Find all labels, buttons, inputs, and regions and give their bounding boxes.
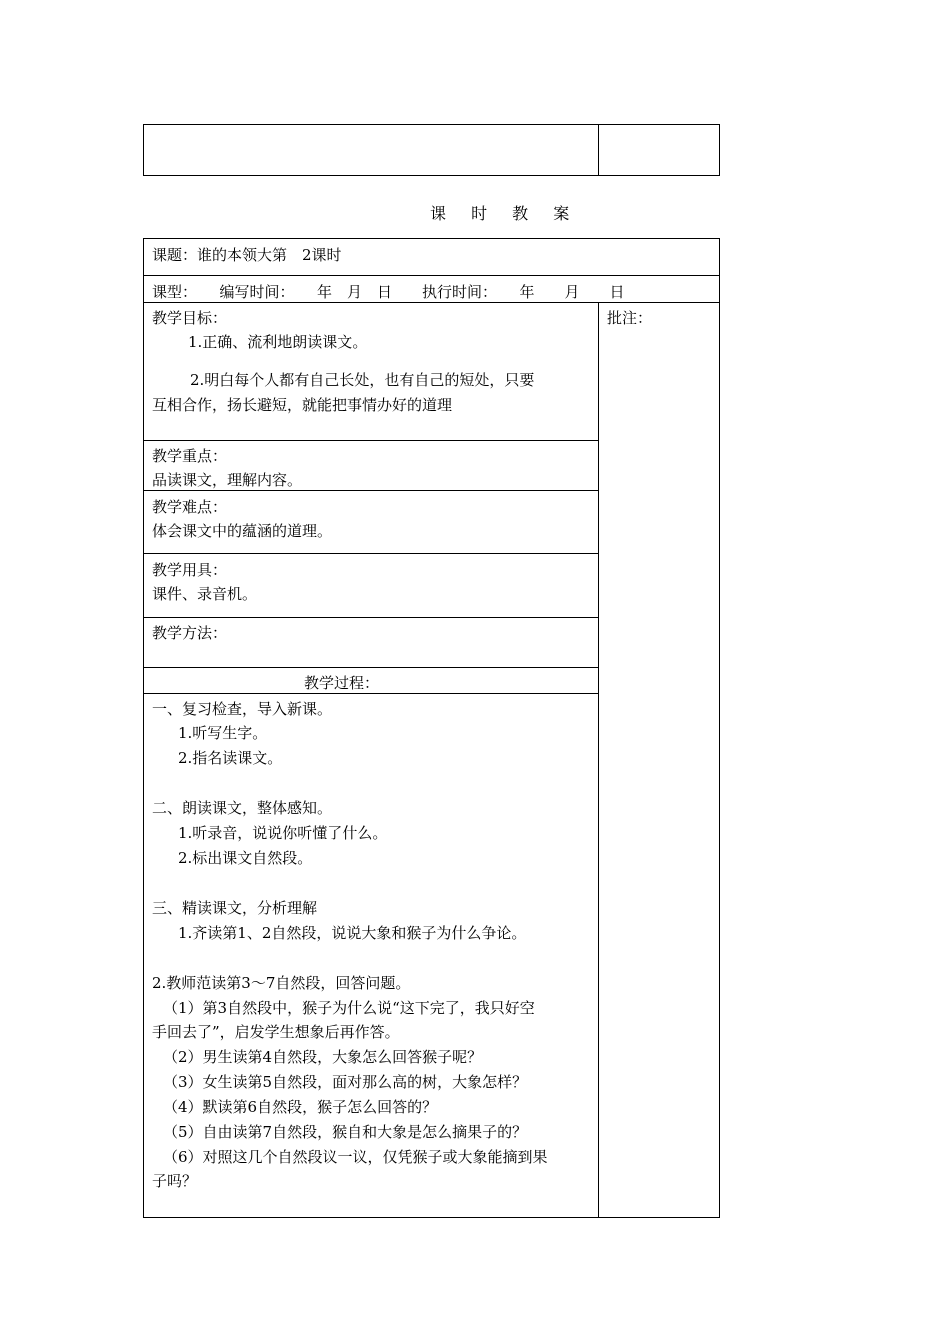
process-line: 2.指名读课文。 xyxy=(178,749,283,767)
process-line: （3）女生读第5自然段，面对那么高的树，大象怎样？ xyxy=(163,1073,528,1091)
key-points-content: 品读课文，理解内容。 xyxy=(152,471,303,489)
process-line: （4）默读第6自然段，猴子怎么回答的？ xyxy=(163,1098,438,1116)
lesson-type-row: 课型： 编写时间： 年 月 日 执行时间： 年 月 日 xyxy=(152,283,625,301)
row-divider xyxy=(143,553,599,554)
row-divider xyxy=(143,440,599,441)
row-divider xyxy=(143,490,599,491)
process-label: 教学过程： xyxy=(304,674,380,692)
process-line: 一、复习检查，导入新课。 xyxy=(152,700,333,718)
tools-label: 教学用具： xyxy=(152,561,228,579)
row-divider xyxy=(143,693,599,694)
process-line: 2.教师范读第3～7自然段，回答问题。 xyxy=(152,974,411,992)
process-line: 1.听录音，说说你听懂了什么。 xyxy=(178,824,388,842)
top-table xyxy=(143,124,720,176)
row-divider xyxy=(143,275,720,276)
topic-text: 课题：谁的本领大第 2课时 xyxy=(152,246,342,264)
objective-item-2-line1: 2.明白每个人都有自己长处，也有自己的短处，只要 xyxy=(190,371,535,389)
process-line: 1.听写生字。 xyxy=(178,724,268,742)
process-line: 二、朗读课文，整体感知。 xyxy=(152,799,333,817)
process-line: （5）自由读第7自然段，猴自和大象是怎么摘果子的？ xyxy=(163,1123,528,1141)
process-line: 2.标出课文自然段。 xyxy=(178,849,313,867)
process-line: （2）男生读第4自然段，大象怎么回答猴子呢？ xyxy=(163,1048,483,1066)
row-divider xyxy=(143,617,599,618)
page-title: 课 时 教 案 xyxy=(430,204,580,223)
process-line: 子吗？ xyxy=(152,1172,198,1190)
process-line: （6）对照这几个自然段议一议，仅凭猴子或大象能摘到果 xyxy=(163,1148,548,1166)
key-points-label: 教学重点： xyxy=(152,447,228,465)
methods-label: 教学方法： xyxy=(152,624,228,642)
process-line: 三、精读课文，分析理解 xyxy=(152,899,318,917)
top-table-divider xyxy=(598,124,599,176)
difficulties-label: 教学难点： xyxy=(152,498,228,516)
process-line: 1.齐读第1、2自然段，说说大象和猴子为什么争论。 xyxy=(178,924,527,942)
process-line: 手回去了”，启发学生想象后再作答。 xyxy=(152,1023,400,1041)
difficulties-content: 体会课文中的蕴涵的道理。 xyxy=(152,522,333,540)
row-divider xyxy=(143,667,599,668)
tools-content: 课件、录音机。 xyxy=(152,585,258,603)
objective-item-2-line2: 互相合作，扬长避短，就能把事情办好的道理 xyxy=(152,396,453,414)
process-line: （1）第3自然段中，猴子为什么说“这下完了，我只好空 xyxy=(163,999,535,1017)
objectives-label: 教学目标： xyxy=(152,309,228,327)
notes-label: 批注： xyxy=(607,309,653,327)
row-divider xyxy=(143,302,720,303)
objective-item-1: 1.正确、流利地朗读课文。 xyxy=(188,333,368,351)
notes-column-divider xyxy=(598,302,599,1218)
